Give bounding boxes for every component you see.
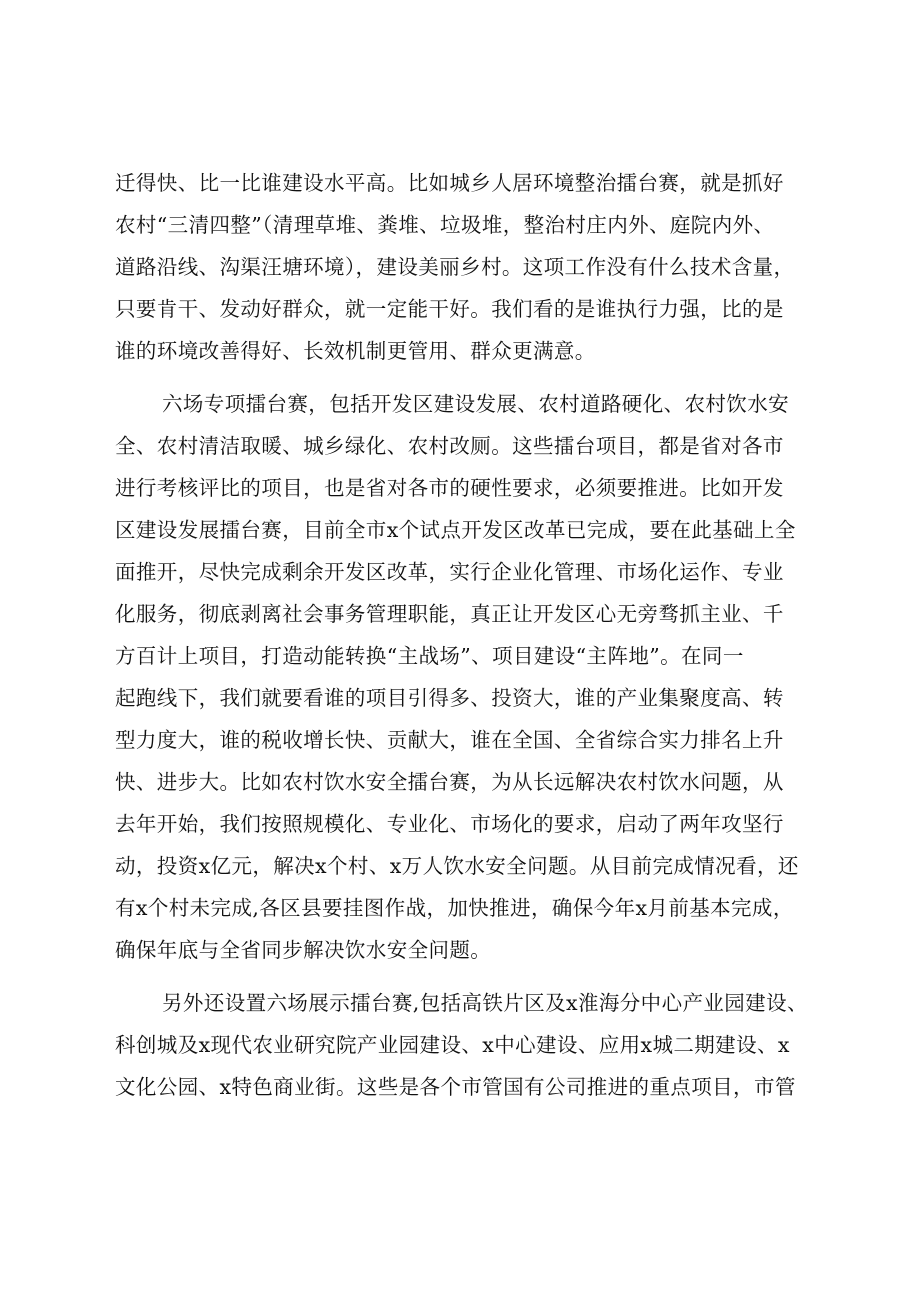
paragraph-start-line: 六场专项擂台赛，包括开发区建设发展、农村道路硬化、农村饮水安 (162, 392, 789, 416)
text-line: 化服务，彻底剥离社会事务管理职能，真正让开发区心无旁骛抓主业、千 (115, 602, 784, 626)
text-line: 型力度大，谁的税收增长快、贡献大，谁在全国、全省综合实力排名上升 (115, 728, 784, 752)
text-line: 谁的环境改善得好、长效机制更管用、群众更满意。 (115, 339, 596, 363)
text-line: 方百计上项目，打造动能转换“主战场”、项目建设“主阵地”。在同一 (115, 644, 744, 668)
text-line: 动，投资x亿元，解决x个村、x万人饮水安全问题。从目前完成情况看，还 (115, 854, 799, 878)
text-line: 确保年底与全省同步解决饮水安全问题。 (115, 938, 492, 962)
text-line: 农村“三清四整”（清理草堆、粪堆、垃圾堆，整治村庄内外、庭院内外、 (115, 213, 775, 237)
text-line: 全、农村清洁取暖、城乡绿化、农村改厕。这些擂台项目，都是省对各市 (115, 434, 784, 458)
text-line: 道路沿线、沟渠汪塘环境），建设美丽乡村。这项工作没有什么技术含量， (115, 255, 795, 279)
text-line: 文化公园、x特色商业街。这些是各个市管国有公司推进的重点项目，市管 (115, 1075, 796, 1099)
text-line: 区建设发展擂台赛，目前全市x个试点开发区改革已完成，要在此基础上全 (115, 518, 796, 542)
text-line: 进行考核评比的项目，也是省对各市的硬性要求，必须要推进。比如开发 (115, 476, 784, 500)
text-line: 面推开，尽快完成剩余开发区改革，实行企业化管理、市场化运作、专业 (115, 560, 784, 584)
text-line: 只要肯干、发动好群众，就一定能干好。我们看的是谁执行力强，比的是 (115, 297, 784, 321)
text-line: 有x个村未完成,各区县要挂图作战，加快推进，确保今年x月前基本完成， (115, 896, 794, 920)
text-line: 迁得快、比一比谁建设水平高。比如城乡人居环境整治擂台赛，就是抓好 (115, 171, 784, 195)
text-line: 科创城及x现代农业研究院产业园建设、x中心建设、应用x城二期建设、x (115, 1033, 790, 1057)
text-line: 去年开始，我们按照规模化、专业化、市场化的要求，启动了两年攻坚行 (115, 812, 784, 836)
text-line: 起跑线下，我们就要看谁的项目引得多、投资大，谁的产业集聚度高、转 (115, 686, 784, 710)
paragraph-start-line: 另外还设置六场展示擂台赛,包括高铁片区及x淮海分中心产业园建设、 (162, 991, 808, 1015)
text-line: 快、进步大。比如农村饮水安全擂台赛，为从长远解决农村饮水问题，从 (115, 770, 784, 794)
